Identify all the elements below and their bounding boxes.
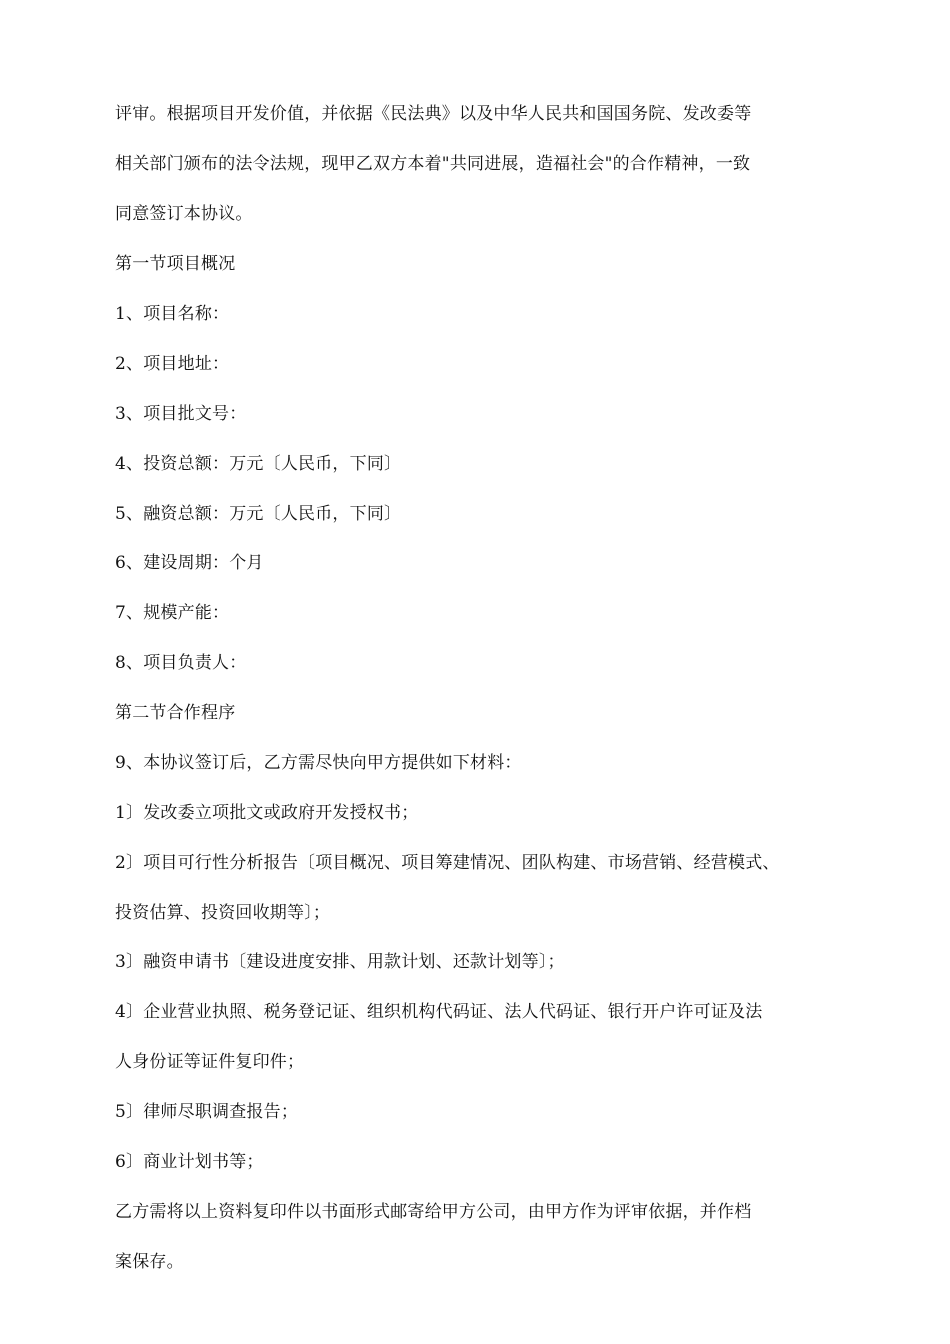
list-item: 9、本协议签订后，乙方需尽快向甲方提供如下材料： — [115, 753, 522, 773]
list-item: 1〕发改委立项批文或政府开发授权书； — [115, 803, 419, 823]
list-item: 4、投资总额：万元〔人民币，下同〕 — [115, 454, 402, 474]
list-item: 6、建设周期：个月 — [115, 553, 264, 573]
list-item: 8、项目负责人： — [115, 653, 247, 673]
list-item: 5〕律师尽职调查报告； — [115, 1102, 299, 1122]
list-item: 4〕企业营业执照、税务登记证、组织机构代码证、法人代码证、银行开户许可证及法 — [115, 1002, 763, 1022]
list-item-continuation: 人身份证等证件复印件； — [115, 1052, 305, 1072]
paragraph-line: 相关部门颁布的法令法规，现甲乙双方本着"共同进展，造福社会"的合作精神，一致 — [115, 154, 751, 174]
list-item: 3、项目批文号： — [115, 404, 247, 424]
list-item: 2、项目地址： — [115, 354, 230, 374]
section-heading: 第一节项目概况 — [115, 254, 236, 274]
list-item: 6〕商业计划书等； — [115, 1152, 264, 1172]
paragraph-line: 评审。根据项目开发价值，并依据《民法典》以及中华人民共和国国务院、发改委等 — [115, 104, 752, 124]
list-item: 3〕融资申请书〔建设进度安排、用款计划、还款计划等〕； — [115, 952, 565, 972]
list-item-continuation: 投资估算、投资回收期等〕； — [115, 903, 331, 923]
list-item: 1、项目名称： — [115, 304, 230, 324]
list-item: 5、融资总额：万元〔人民币，下同〕 — [115, 504, 402, 524]
section-heading: 第二节合作程序 — [115, 703, 236, 723]
paragraph-line: 案保存。 — [115, 1252, 184, 1272]
paragraph-line: 乙方需将以上资料复印件以书面形式邮寄给甲方公司，由甲方作为评审依据，并作档 — [115, 1202, 752, 1222]
paragraph-line: 同意签订本协议。 — [115, 204, 253, 224]
list-item: 2〕项目可行性分析报告〔项目概况、项目筹建情况、团队构建、市场营销、经营模式、 — [115, 853, 780, 873]
list-item: 7、规模产能： — [115, 603, 230, 623]
